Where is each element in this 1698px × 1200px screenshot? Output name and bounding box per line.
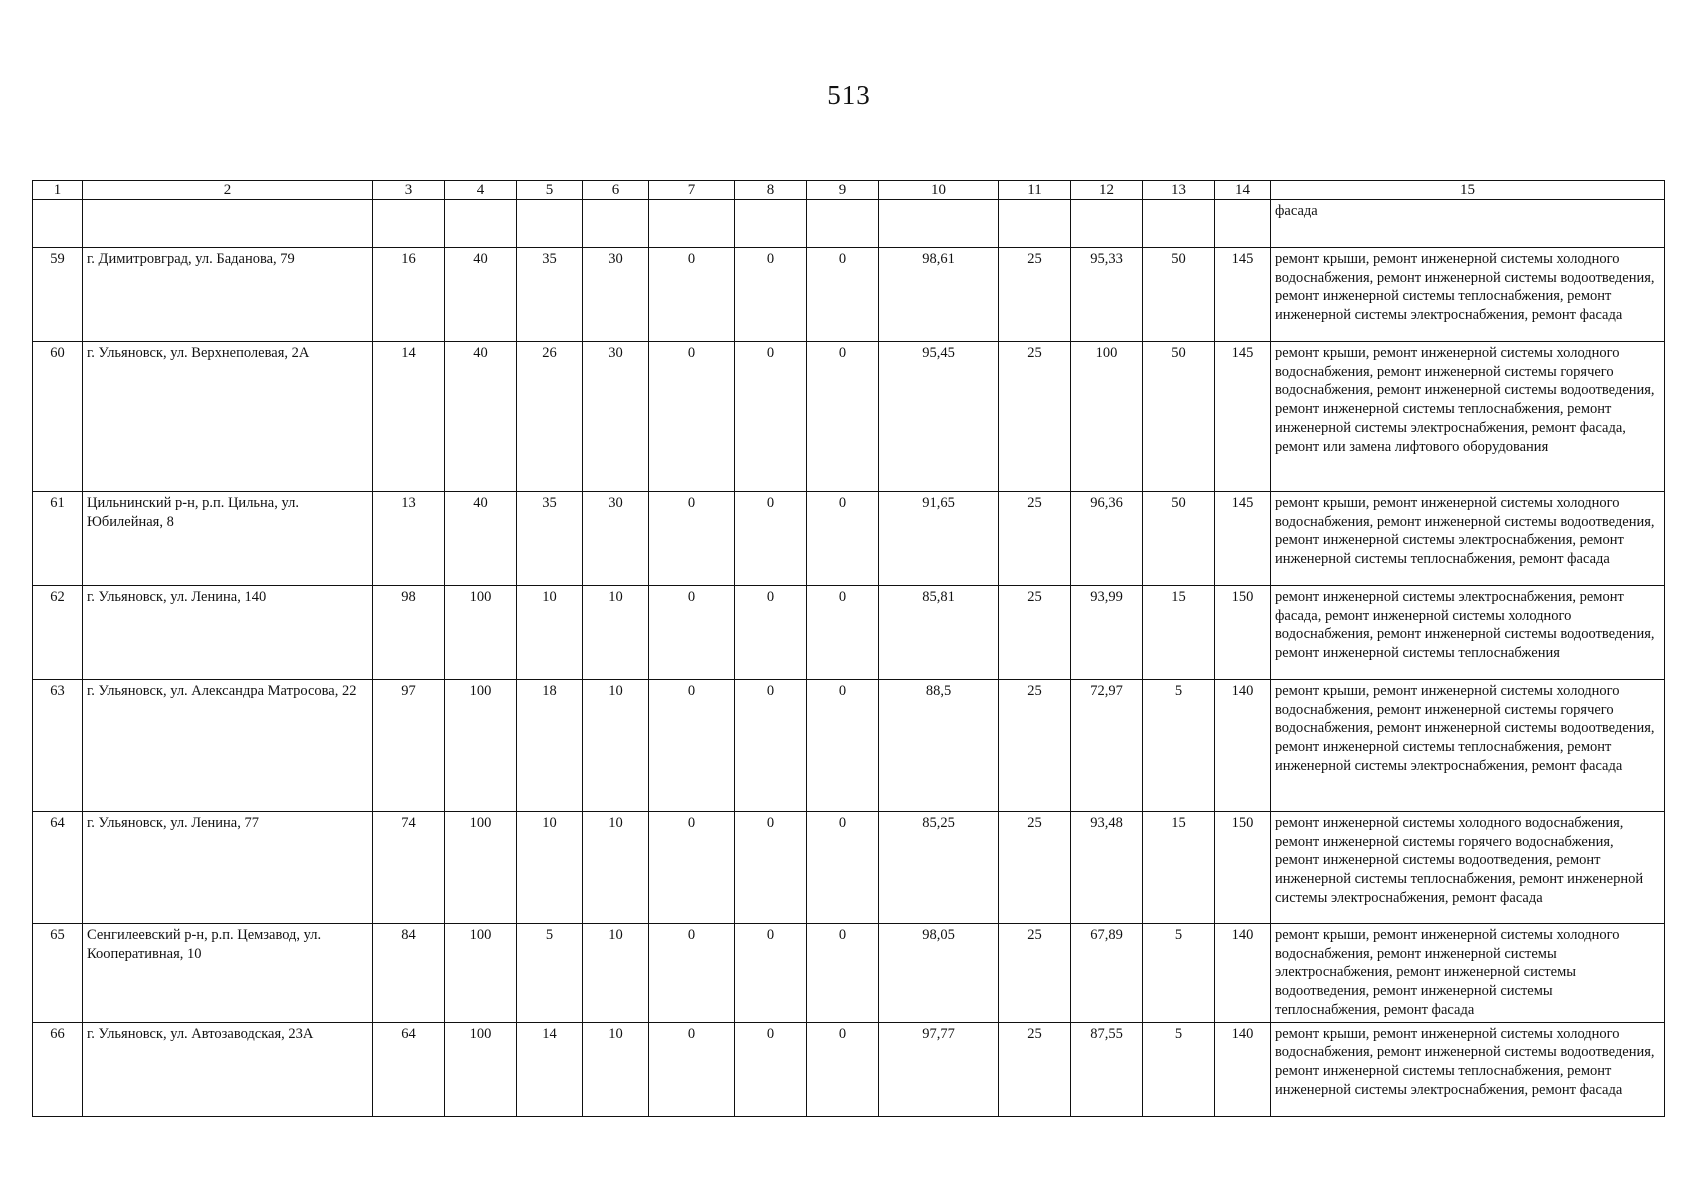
value-col-12: 72,97 [1071, 680, 1143, 812]
value-col-6: 10 [583, 1022, 649, 1116]
value-col-6: 10 [583, 680, 649, 812]
value-col-7: 0 [649, 680, 735, 812]
value-col-4: 40 [445, 492, 517, 586]
value-col-5: 5 [517, 924, 583, 1023]
works-description: ремонт крыши, ремонт инженерной системы холодного водоснабжения, ремонт инженерной системы горячего водоснабжения, ремонт инженерной системы водоотведения, ремонт инженерной системы теплоснабжения, ремонт инженерной системы электроснабжения, ремонт фасада [1271, 680, 1665, 812]
value-col-9: 0 [807, 492, 879, 586]
works-table [32, 180, 1665, 1117]
works-description: ремонт инженерной системы холодного водоснабжения, ремонт инженерной системы горячего водоснабжения, ремонт инженерной системы водоотведения, ремонт инженерной системы теплоснабжения, ремонт инженерной системы электроснабжения, ремонт фасада [1271, 812, 1665, 924]
value-col-4: 100 [445, 586, 517, 680]
value-col-3: 64 [373, 1022, 445, 1116]
value-col-13: 50 [1143, 342, 1215, 492]
value-col-5: 26 [517, 342, 583, 492]
table-row [33, 586, 1665, 680]
column-number: 5 [517, 181, 583, 200]
value-col-4: 100 [445, 1022, 517, 1116]
value-col-6: 10 [583, 812, 649, 924]
row-number: 66 [33, 1022, 83, 1116]
value-col-3: 98 [373, 586, 445, 680]
value-col-9: 0 [807, 342, 879, 492]
address-cell: Цильнинский р-н, р.п. Цильна, ул. Юбилейная, 8 [83, 492, 373, 586]
row-number: 62 [33, 586, 83, 680]
value-col-14: 145 [1215, 248, 1271, 342]
value-col-14: 145 [1215, 492, 1271, 586]
value-col-11: 25 [999, 586, 1071, 680]
value-col-14: 140 [1215, 680, 1271, 812]
value-col-12: 96,36 [1071, 492, 1143, 586]
value-col-12: 87,55 [1071, 1022, 1143, 1116]
value-col-10: 98,61 [879, 248, 999, 342]
value-col-11: 25 [999, 924, 1071, 1023]
value-col-3: 97 [373, 680, 445, 812]
value-col-8: 0 [735, 586, 807, 680]
value-col-4: 40 [445, 342, 517, 492]
value-col-6: 30 [583, 248, 649, 342]
value-col-12: 93,48 [1071, 812, 1143, 924]
address-cell: г. Ульяновск, ул. Ленина, 77 [83, 812, 373, 924]
value-col-11: 25 [999, 342, 1071, 492]
value-col-5: 14 [517, 1022, 583, 1116]
address-cell: г. Ульяновск, ул. Александра Матросова, 22 [83, 680, 373, 812]
value-col-12: 93,99 [1071, 586, 1143, 680]
address-cell: г. Ульяновск, ул. Ленина, 140 [83, 586, 373, 680]
value-col-14: 140 [1215, 1022, 1271, 1116]
value-col-13: 5 [1143, 924, 1215, 1023]
column-number: 13 [1143, 181, 1215, 200]
value-col-4: 100 [445, 924, 517, 1023]
value-col-10: 91,65 [879, 492, 999, 586]
value-col-3: 74 [373, 812, 445, 924]
value-col-7: 0 [649, 492, 735, 586]
table-row [33, 248, 1665, 342]
value-col-12: 95,33 [1071, 248, 1143, 342]
table-row [33, 812, 1665, 924]
value-col-11: 25 [999, 680, 1071, 812]
value-col-13: 15 [1143, 812, 1215, 924]
value-col-5: 35 [517, 248, 583, 342]
value-col-12: 67,89 [1071, 924, 1143, 1023]
value-col-13: 50 [1143, 492, 1215, 586]
value-col-3: 16 [373, 248, 445, 342]
value-col-9: 0 [807, 248, 879, 342]
value-col-10: 85,81 [879, 586, 999, 680]
value-col-14: 150 [1215, 586, 1271, 680]
address-cell: г. Ульяновск, ул. Автозаводская, 23А [83, 1022, 373, 1116]
value-col-13: 50 [1143, 248, 1215, 342]
value-col-5: 10 [517, 812, 583, 924]
value-col-7: 0 [649, 1022, 735, 1116]
works-description: ремонт крыши, ремонт инженерной системы холодного водоснабжения, ремонт инженерной системы электроснабжения, ремонт инженерной системы водоотведения, ремонт инженерной системы теплоснабжения, ремонт фасада [1271, 924, 1665, 1023]
column-number: 14 [1215, 181, 1271, 200]
value-col-3: 13 [373, 492, 445, 586]
value-col-10: 97,77 [879, 1022, 999, 1116]
value-col-11: 25 [999, 1022, 1071, 1116]
value-col-9: 0 [807, 1022, 879, 1116]
works-description: ремонт крыши, ремонт инженерной системы холодного водоснабжения, ремонт инженерной системы водоотведения, ремонт инженерной системы электроснабжения, ремонт инженерной системы теплоснабжения, ремонт фасада [1271, 492, 1665, 586]
value-col-8: 0 [735, 248, 807, 342]
value-col-3: 84 [373, 924, 445, 1023]
continuation-row [33, 200, 1665, 248]
address-cell: г. Ульяновск, ул. Верхнеполевая, 2А [83, 342, 373, 492]
value-col-13: 15 [1143, 586, 1215, 680]
column-number: 9 [807, 181, 879, 200]
row-number: 61 [33, 492, 83, 586]
value-col-5: 35 [517, 492, 583, 586]
value-col-7: 0 [649, 248, 735, 342]
column-number: 12 [1071, 181, 1143, 200]
value-col-14: 145 [1215, 342, 1271, 492]
value-col-7: 0 [649, 586, 735, 680]
value-col-6: 30 [583, 492, 649, 586]
value-col-9: 0 [807, 812, 879, 924]
column-number: 11 [999, 181, 1071, 200]
row-number: 64 [33, 812, 83, 924]
column-number: 10 [879, 181, 999, 200]
value-col-12: 100 [1071, 342, 1143, 492]
value-col-3: 14 [373, 342, 445, 492]
column-number: 2 [83, 181, 373, 200]
works-description: ремонт крыши, ремонт инженерной системы холодного водоснабжения, ремонт инженерной системы горячего водоснабжения, ремонт инженерной системы водоотведения, ремонт инженерной системы теплоснабжения, ремонт инженерной системы электроснабжения, ремонт фасада, ремонт или замена лифтового оборудования [1271, 342, 1665, 492]
column-number-row [33, 181, 1665, 200]
value-col-8: 0 [735, 1022, 807, 1116]
value-col-5: 18 [517, 680, 583, 812]
value-col-5: 10 [517, 586, 583, 680]
continuation-text: фасада [1271, 200, 1665, 248]
column-number: 3 [373, 181, 445, 200]
value-col-10: 95,45 [879, 342, 999, 492]
value-col-6: 30 [583, 342, 649, 492]
value-col-11: 25 [999, 812, 1071, 924]
value-col-9: 0 [807, 680, 879, 812]
row-number: 59 [33, 248, 83, 342]
column-number: 7 [649, 181, 735, 200]
table-row [33, 680, 1665, 812]
column-number: 1 [33, 181, 83, 200]
column-number: 8 [735, 181, 807, 200]
value-col-13: 5 [1143, 680, 1215, 812]
value-col-14: 140 [1215, 924, 1271, 1023]
column-number: 4 [445, 181, 517, 200]
value-col-7: 0 [649, 812, 735, 924]
value-col-6: 10 [583, 586, 649, 680]
value-col-8: 0 [735, 812, 807, 924]
value-col-8: 0 [735, 492, 807, 586]
value-col-7: 0 [649, 342, 735, 492]
works-description: ремонт крыши, ремонт инженерной системы холодного водоснабжения, ремонт инженерной системы водоотведения, ремонт инженерной системы теплоснабжения, ремонт инженерной системы электроснабжения, ремонт фасада [1271, 248, 1665, 342]
value-col-11: 25 [999, 492, 1071, 586]
works-description: ремонт крыши, ремонт инженерной системы холодного водоснабжения, ремонт инженерной системы водоотведения, ремонт инженерной системы теплоснабжения, ремонт инженерной системы электроснабжения, ремонт фасада [1271, 1022, 1665, 1116]
value-col-8: 0 [735, 924, 807, 1023]
value-col-10: 98,05 [879, 924, 999, 1023]
value-col-6: 10 [583, 924, 649, 1023]
row-number: 65 [33, 924, 83, 1023]
value-col-7: 0 [649, 924, 735, 1023]
value-col-9: 0 [807, 586, 879, 680]
address-cell: г. Димитровград, ул. Баданова, 79 [83, 248, 373, 342]
value-col-11: 25 [999, 248, 1071, 342]
value-col-10: 85,25 [879, 812, 999, 924]
address-cell: Сенгилеевский р-н, р.п. Цемзавод, ул. Кооперативная, 10 [83, 924, 373, 1023]
column-number: 15 [1271, 181, 1665, 200]
works-description: ремонт инженерной системы электроснабжения, ремонт фасада, ремонт инженерной системы холодного водоснабжения, ремонт инженерной системы водоотведения, ремонт инженерной системы теплоснабжения [1271, 586, 1665, 680]
value-col-13: 5 [1143, 1022, 1215, 1116]
table-row [33, 924, 1665, 1023]
row-number: 63 [33, 680, 83, 812]
table-row [33, 342, 1665, 492]
column-number: 6 [583, 181, 649, 200]
value-col-8: 0 [735, 342, 807, 492]
value-col-9: 0 [807, 924, 879, 1023]
page-number: 513 [827, 80, 871, 110]
table-row [33, 492, 1665, 586]
table-row [33, 1022, 1665, 1116]
value-col-4: 100 [445, 812, 517, 924]
value-col-10: 88,5 [879, 680, 999, 812]
value-col-14: 150 [1215, 812, 1271, 924]
value-col-4: 40 [445, 248, 517, 342]
value-col-8: 0 [735, 680, 807, 812]
row-number: 60 [33, 342, 83, 492]
value-col-4: 100 [445, 680, 517, 812]
